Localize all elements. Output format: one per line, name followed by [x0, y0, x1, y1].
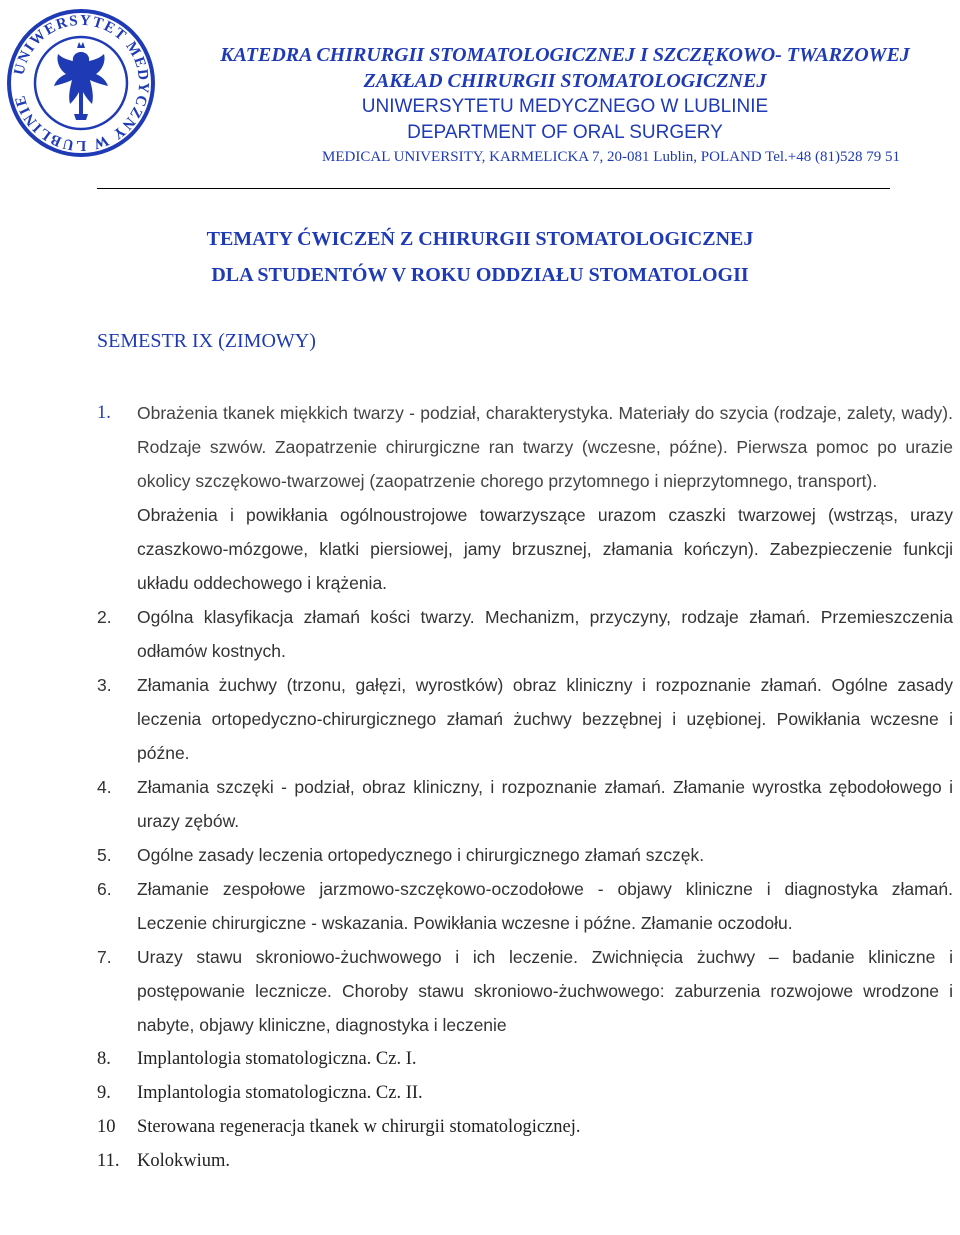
eagle-icon — [54, 42, 108, 120]
item-number: 11. — [97, 1151, 120, 1171]
topics-list — [97, 396, 953, 1178]
list-item — [97, 940, 953, 1042]
item-number: 4. — [97, 777, 112, 797]
item-text: Implantologia stomatologiczna. Cz. II. — [137, 1083, 423, 1103]
header-divider — [97, 188, 890, 189]
institution-header — [170, 42, 960, 168]
item-number: 8. — [97, 1049, 111, 1069]
list-item — [97, 838, 953, 872]
item-text: Ogólne zasady leczenia ortopedycznego i chirurgicznego złamań szczęk. — [137, 845, 705, 865]
item-text: Złamanie zespołowe jarzmowo-szczękowo-oczodołowe - objawy kliniczne i diagnostyka złamań. Leczenie chirurgiczne - wskazania. Powikłania wczesne i późne. Złamanie oczodołu. — [137, 879, 953, 933]
list-item — [97, 498, 953, 600]
item-text: Obrażenia i powikłania ogólnoustrojowe towarzyszące urazom czaszki twarzowej (wstrząs, urazy czaszkowo-mózgowe, klatki piersiowej, jamy brzusznej, złamania kończyn). Zabezpieczenie funkcji układu oddechowego i krążenia. — [137, 505, 953, 593]
item-number: 9. — [97, 1083, 111, 1103]
item-text: Implantologia stomatologiczna. Cz. I. — [137, 1049, 417, 1069]
list-item — [97, 1042, 953, 1076]
list-item — [97, 1110, 953, 1144]
list-item — [97, 600, 953, 668]
list-item — [97, 1076, 953, 1110]
list-item — [97, 396, 953, 498]
item-number: 2. — [97, 607, 112, 627]
item-text: Kolokwium. — [137, 1151, 231, 1171]
item-text: Sterowana regeneracja tkanek w chirurgii stomatologicznej. — [137, 1117, 581, 1137]
item-text: Ogólna klasyfikacja złamań kości twarzy. Mechanizm, przyczyny, rodzaje złamań. Przemieszczenia odłamów kostnych. — [137, 607, 953, 661]
header-department: KATEDRA CHIRURGII STOMATOLOGICZNEJ I SZCZĘKOWO- TWARZOWEJ — [220, 44, 910, 66]
seal-ring-text: UNIWERSYTET MEDYCZNY W LUBLINIE — [11, 12, 152, 154]
item-number: 6. — [97, 879, 112, 899]
header-university: UNIWERSYTETU MEDYCZNEGO W LUBLINIE — [361, 96, 769, 117]
item-number: 3. — [97, 675, 112, 695]
header-address: MEDICAL UNIVERSITY, KARMELICKA 7, 20-081 Lublin, POLAND Tel.+48 (81)528 79 51 — [322, 149, 900, 165]
item-number: 1. — [97, 403, 111, 423]
item-text: Obrażenia tkanek miękkich twarzy - podział, charakterystyka. Materiały do szycia (rodzaje, zalety, wady). Rodzaje szwów. Zaopatrzenie chirurgiczne ran twarzy (wczesne, późne). Pierwsza pomoc po urazie okolicy szczękowo-twarzowej (zaopatrzenie chorego przytomnego i nieprzytomnego, transport). — [137, 403, 953, 491]
semester-label: SEMESTR IX (ZIMOWY) — [97, 330, 316, 352]
list-item — [97, 1144, 953, 1178]
header-department-en: DEPARTMENT OF ORAL SURGERY — [407, 122, 723, 143]
header-unit: ZAKŁAD CHIRURGII STOMATOLOGICZNEJ — [363, 70, 767, 92]
list-item — [97, 872, 953, 940]
item-text: Złamania żuchwy (trzonu, gałęzi, wyrostków) obraz kliniczny i rozpoznanie złamań. Ogólne zasady leczenia ortopedyczno-chirurgicznego złamań żuchwy bezzębnej i uzębionej. Powikłania wczesne i późne. — [137, 675, 953, 763]
item-number: 7. — [97, 947, 112, 967]
item-text: Złamania szczęki - podział, obraz kliniczny, i rozpoznanie złamań. Złamanie wyrostka zębodołowego i urazy zębów. — [137, 777, 953, 831]
list-item — [97, 770, 953, 838]
item-number: 5. — [97, 845, 112, 865]
list-item — [97, 668, 953, 770]
document-title-line2: DLA STUDENTÓW V ROKU ODDZIAŁU STOMATOLOGII — [211, 264, 749, 286]
university-seal-logo — [6, 8, 156, 158]
item-text: Urazy stawu skroniowo-żuchwowego i ich leczenie. Zwichnięcia żuchwy – badanie kliniczne i postępowanie lecznicze. Choroby stawu skroniowo-żuchwowego: zaburzenia rozwojowe wrodzone i nabyte, objawy kliniczne, diagnostyka i leczenie — [137, 947, 953, 1035]
item-number: 10 — [97, 1117, 116, 1137]
document-title-line1: TEMATY ĆWICZEŃ Z CHIRURGII STOMATOLOGICZNEJ — [206, 228, 754, 250]
